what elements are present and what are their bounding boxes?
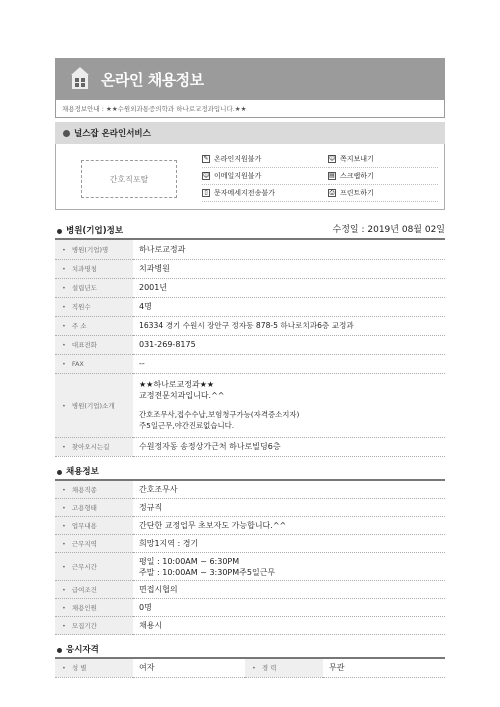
field-value: 간호조무사 xyxy=(133,481,445,499)
field-value: 031-269-8175 xyxy=(133,335,445,354)
field-label: • 고용형태 xyxy=(55,499,133,517)
scrap-item[interactable]: ▤ 스크랩하기 xyxy=(328,168,438,185)
field-label: • 병원(기업)명 xyxy=(55,240,133,259)
field-label: • 찾아오시는길 xyxy=(55,437,133,456)
recruit-section-title: 채용정보 xyxy=(55,461,445,481)
service-box xyxy=(55,144,445,210)
field-value: 4명 xyxy=(133,297,445,316)
stamp-placeholder: 간호직포탈 xyxy=(81,160,177,198)
hospital-intro: ★★하나로교정과★★ 교정전문치과입니다.^^ 간호조무사,접수수납,보험청구가능(자격증소지자) 주5일근무,야간진료없습니다. xyxy=(133,373,445,437)
table-row xyxy=(55,259,445,278)
page-title: 온라인 채용정보 xyxy=(101,70,204,89)
field-value: 0명 xyxy=(133,599,445,617)
table-row xyxy=(55,437,445,456)
people-icon: ☺ xyxy=(329,155,336,162)
sms-item[interactable]: ▯ 문자메세지전송불가 xyxy=(202,185,327,202)
page-header xyxy=(55,58,445,100)
table-row xyxy=(55,599,445,617)
recruit-table xyxy=(55,481,445,636)
field-value: -- xyxy=(133,354,445,373)
table-row xyxy=(55,335,445,354)
field-value: 희망1지역 : 경기 xyxy=(133,535,445,553)
field-value: 치과병원 xyxy=(133,259,445,278)
field-label: • 채용직종 xyxy=(55,481,133,499)
bullet-icon xyxy=(63,130,70,137)
field-label: • FAX xyxy=(55,354,133,373)
field-value: 채용시 xyxy=(133,617,445,635)
table-row xyxy=(55,481,445,499)
service-header xyxy=(55,122,445,144)
field-label: • 대표전화 xyxy=(55,335,133,354)
service-list-left xyxy=(202,151,327,202)
table-row xyxy=(55,581,445,599)
table-row xyxy=(55,659,445,677)
field-label: • 병원(기업)소개 xyxy=(55,373,133,437)
field-value: 정규직 xyxy=(133,499,445,517)
qualification-section-title: 응시자격 xyxy=(55,639,445,659)
notice-bar: 채용정보안내 : ★★수원외과통증의학과 하나로교정과입니다.★★ xyxy=(55,100,445,118)
field-label: • 성 별 xyxy=(55,659,133,677)
service-list-right xyxy=(328,151,438,202)
online-apply-item[interactable]: ✎ 온라인지원불가 xyxy=(202,151,327,168)
field-value: 16334 경기 수원시 장안구 정자동 878-5 하나로치과6층 교정과 xyxy=(133,316,445,335)
field-label: • 모집기간 xyxy=(55,617,133,635)
field-value: 수원정자동 송정상가근처 하나로빌딩6층 xyxy=(133,437,445,456)
email-apply-item[interactable]: ☺ 이메일지원불가 xyxy=(202,168,327,185)
print-item[interactable]: ⎙ 프린트하기 xyxy=(328,185,438,202)
hospital-table xyxy=(55,240,445,457)
bullet-icon xyxy=(57,470,62,475)
online-apply-icon: ✎ xyxy=(203,155,209,162)
table-row xyxy=(55,278,445,297)
field-label: • 채용인원 xyxy=(55,599,133,617)
table-row xyxy=(55,553,445,581)
bullet-icon xyxy=(57,229,62,234)
table-row xyxy=(55,297,445,316)
building-icon xyxy=(69,67,91,91)
field-label: • 설립년도 xyxy=(55,278,133,297)
send-message-item[interactable]: ☺ 쪽지보내기 xyxy=(328,151,438,168)
field-label: • 근무시간 xyxy=(55,553,133,581)
field-value: 여자 xyxy=(133,659,245,677)
person-icon: ☺ xyxy=(203,172,210,179)
qualification-table xyxy=(55,659,445,678)
table-row xyxy=(55,499,445,517)
job-posting-page xyxy=(55,58,445,678)
table-row xyxy=(55,373,445,437)
phone-icon: ▯ xyxy=(202,189,210,197)
table-row xyxy=(55,316,445,335)
field-value: 하나로교정과 xyxy=(133,240,445,259)
bullet-icon xyxy=(57,648,62,653)
field-value: 평일 : 10:00AM ~ 6:30PM 주말 : 10:00AM ~ 3:30PM주5일근무 xyxy=(133,553,445,581)
table-row xyxy=(55,617,445,635)
field-label: • 급여조건 xyxy=(55,581,133,599)
field-value: 면접시협의 xyxy=(133,581,445,599)
printer-icon: ⎙ xyxy=(329,189,335,196)
table-row xyxy=(55,535,445,553)
service-title: 널스잡 온라인서비스 xyxy=(74,129,151,139)
field-label: • 업무내용 xyxy=(55,517,133,535)
table-row xyxy=(55,354,445,373)
scrap-icon: ▤ xyxy=(329,172,335,179)
table-row xyxy=(55,240,445,259)
hospital-section-title: 병원(기업)정보 수정일 : 2019년 08월 02일 xyxy=(55,218,445,240)
field-label: • 직원수 xyxy=(55,297,133,316)
table-row xyxy=(55,517,445,535)
field-label: • 근무지역 xyxy=(55,535,133,553)
field-value: 무관 xyxy=(323,659,445,677)
field-value: 간단한 교정업무 초보자도 가능합니다.^^ xyxy=(133,517,445,535)
field-label: • 경 력 xyxy=(245,659,323,677)
field-value: 2001년 xyxy=(133,278,445,297)
field-label: • 주 소 xyxy=(55,316,133,335)
modified-date: 수정일 : 2019년 08월 02일 xyxy=(332,225,445,235)
field-label: • 치과명칭 xyxy=(55,259,133,278)
